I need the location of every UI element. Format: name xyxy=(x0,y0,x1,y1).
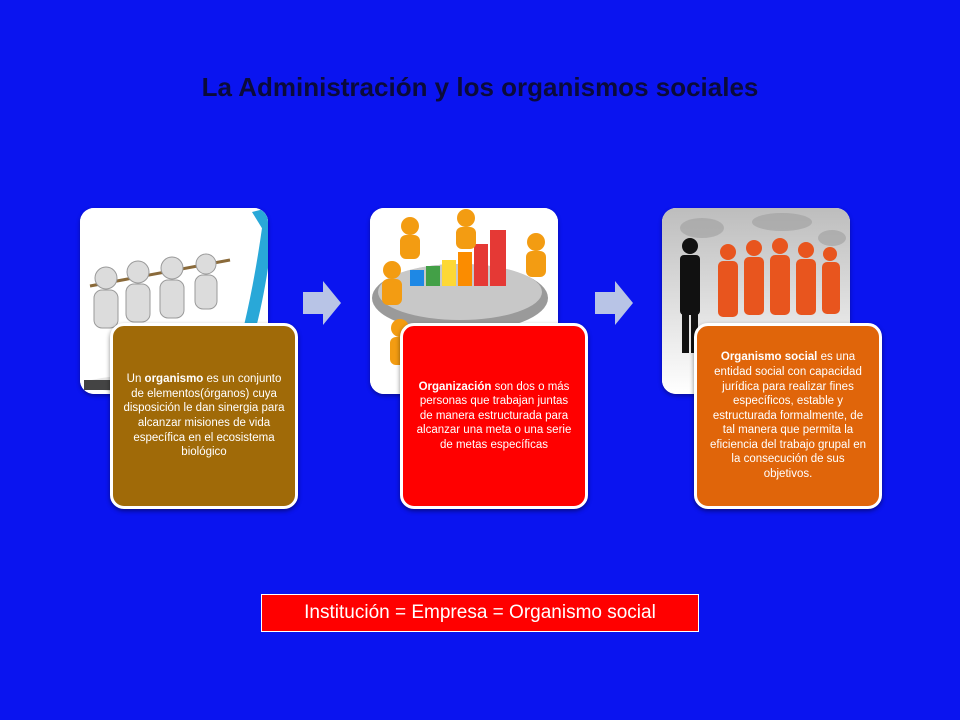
step-3-text: Organismo social es una entidad social con capacidad jurídica para realizar fines específicos, estable y estructurada formalmente, de tal manera que permita la eficiencia del trabajo grupal en la consecución de sus objetivos. xyxy=(710,351,866,481)
arrow-right-icon xyxy=(595,281,633,325)
step-2-card xyxy=(400,323,588,509)
step-1-card xyxy=(110,323,298,509)
equivalence-banner: Institución = Empresa = Organismo social xyxy=(261,594,699,632)
step-2-text: Organización son dos o más personas que trabajan juntas de manera estructurada para alcanzar una meta o una serie de metas específicas xyxy=(416,380,572,451)
step-3-term: Organismo social xyxy=(720,351,818,364)
step-2-term: Organización xyxy=(418,380,492,393)
step-3-card xyxy=(694,323,882,509)
step-1-term: organismo xyxy=(144,373,204,386)
page-title: La Administración y los organismos sociales xyxy=(201,72,759,102)
step-1-text: Un organismo es un conjunto de elementos(órganos) cuya disposición le dan sinergia para alcanzar misiones de vida específica en el ecosistema biológico xyxy=(123,373,285,459)
arrow-right-icon xyxy=(303,281,341,325)
